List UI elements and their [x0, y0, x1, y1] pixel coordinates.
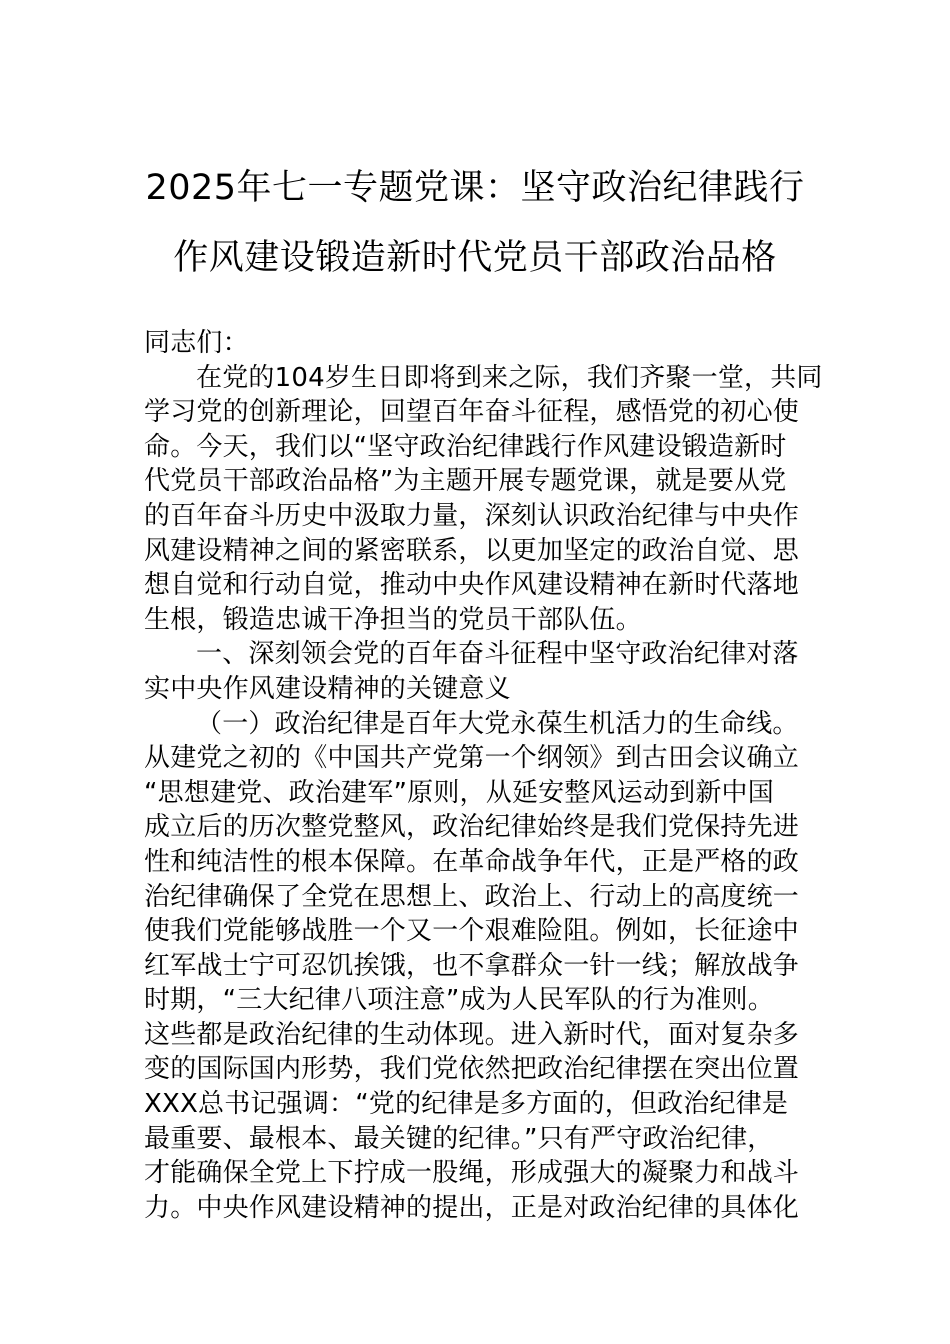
body-text-line: 才能确保全党上下拧成一股绳，形成强大的凝聚力和战斗	[144, 1158, 800, 1189]
body-text-line: 实中央作风建设精神的关键意义	[144, 673, 511, 704]
body-text-line: 想自觉和行动自觉，推动中央作风建设精神在新时代落地	[144, 570, 800, 601]
document-body	[144, 326, 823, 1225]
body-text-line: 生根，锻造忠诚干净担当的党员干部队伍。	[144, 604, 642, 635]
body-text-line: 代党员干部政治品格”为主题开展专题党课，就是要从党	[144, 466, 787, 497]
body-text-line: 学习党的创新理论，回望百年奋斗征程，感悟党的初心使	[144, 397, 800, 428]
body-text-line: XXX总书记强调：“党的纪律是多方面的，但政治纪律是	[144, 1089, 789, 1120]
body-text-line: “思想建党、政治建军”原则，从延安整风运动到新中国	[144, 777, 774, 808]
body-text-line: 力。中央作风建设精神的提出，正是对政治纪律的具体化	[144, 1192, 800, 1223]
body-text-line: 治纪律确保了全党在思想上、政治上、行动上的高度统一	[144, 881, 800, 912]
document-title-line-1: 2025年七一专题党课：坚守政治纪律践行	[145, 168, 805, 208]
body-text-line: 性和纯洁性的根本保障。在革命战争年代，正是严格的政	[144, 846, 800, 877]
body-text-line: 从建党之初的《中国共产党第一个纲领》到古田会议确立	[144, 743, 800, 774]
body-text-line: 时期，“三大纪律八项注意”成为人民军队的行为准则。	[144, 985, 774, 1016]
body-text-line: 的百年奋斗历史中汲取力量，深刻认识政治纪律与中央作	[144, 500, 800, 531]
body-text-line: 一、深刻领会党的百年奋斗征程中坚守政治纪律对落	[196, 639, 799, 670]
body-text-line: 最重要、最根本、最关键的纪律。”只有严守政治纪律，	[144, 1123, 774, 1154]
body-text-line: 这些都是政治纪律的生动体现。进入新时代，面对复杂多	[144, 1019, 800, 1050]
body-text-line: 使我们党能够战胜一个又一个艰难险阻。例如，长征途中	[144, 916, 800, 947]
body-text-line: 变的国际国内形势，我们党依然把政治纪律摆在突出位置	[144, 1054, 800, 1085]
document-title-line-2: 作风建设锻造新时代党员干部政治品格	[173, 238, 777, 278]
body-text-line: （一）政治纪律是百年大党永葆生机活力的生命线。	[196, 708, 799, 739]
body-text-line: 同志们：	[144, 328, 249, 358]
body-text-line: 在党的104岁生日即将到来之际，我们齐聚一堂，共同	[196, 362, 823, 393]
body-text-line: 风建设精神之间的紧密联系，以更加坚定的政治自觉、思	[144, 535, 800, 566]
body-text-line: 命。今天，我们以“坚守政治纪律践行作风建设锻造新时	[144, 431, 787, 462]
body-text-line: 红军战士宁可忍饥挨饿，也不拿群众一针一线；解放战争	[144, 950, 800, 981]
body-text-line: 成立后的历次整党整风，政治纪律始终是我们党保持先进	[144, 812, 800, 843]
